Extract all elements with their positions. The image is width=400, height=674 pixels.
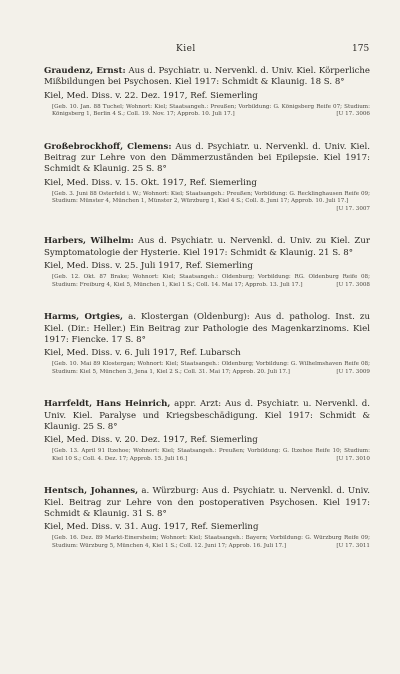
- entry-text: a. Klostergan (Oldenburg): Aus d. patholog. Inst. zu Kiel. (Dir.: Heller.) Ein Beitrag zur Pathologie des Magenkarzinoms. Kiel 1917: Fiencke. 17 S. 8°: [44, 312, 370, 345]
- bio-text: [Geb. 10. Jan. 88 Tuchel; Wohnort: Kiel; Staatsangeh.: Preußen; Vorbildung: G. Königsberg Reife 07; Studium: Königsberg 1, Berlin 4 S.; Coll. 19. Nov. 17; Approb. 10. Juli 17.]: [52, 103, 370, 118]
- author-name: Hentsch, Johannes,: [44, 486, 139, 497]
- thesis-line: Kiel, Med. Diss. v. 20. Dez. 1917, Ref. Siemerling: [44, 435, 258, 446]
- entry: [44, 486, 370, 550]
- author-name: Harbers, Wilhelm:: [44, 236, 134, 247]
- entry: [44, 142, 370, 214]
- entry-citation: [44, 142, 370, 176]
- bio-note: [52, 191, 370, 214]
- shelf-mark: [U 17. 3011: [336, 542, 370, 549]
- entry: [44, 236, 370, 289]
- entry-text: a. Würzburg: Aus d. Psychiatr. u. Nervenkl. d. Univ. Kiel. Beitrag zur Lehre von den postoperativen Psychosen. Kiel 1917: Schmidt & Klaunig. 31 S. 8°: [44, 486, 370, 519]
- bio-note: [52, 104, 370, 119]
- thesis-line: Kiel, Med. Diss. v. 22. Dez. 1917, Ref. Siemerling: [44, 90, 258, 101]
- bio-text: [Geb. 16. Dez. 89 Markt-Einersheim; Wohnort: Kiel; Staatsangeh.: Bayern; Vorbildung: G. Würzburg Reife 09; Studium: Würzburg 5, München 4, Kiel 1 S.; Coll. 12. Juni 17; Approb. 16. Juli 17.]: [52, 535, 370, 549]
- entry: [44, 399, 370, 463]
- entry-text: appr. Arzt: Aus d. Psychiatr. u. Nervenkl. d. Univ. Kiel. Paralyse und Kriegsbeschädigung. Kiel 1917: Schmidt & Klaunig. 25 S. 8°: [44, 399, 371, 432]
- entry-citation: [44, 486, 370, 520]
- author-name: Graudenz, Ernst:: [44, 66, 126, 76]
- entry-text: Aus d. Psychiatr. u. Nervenkl. d. Univ. Kiel. Beitrag zur Lehre von den Dämmerzuständen bei Epilepsie. Kiel 1917: Schmidt & Klaunig. 25 S. 8°: [44, 141, 370, 175]
- entry-citation: [44, 66, 370, 89]
- entry-list: [44, 66, 370, 573]
- entry-citation: [44, 236, 370, 259]
- running-title: Kiel: [176, 44, 196, 54]
- entry-text: Aus d. Psychiatr. u. Nervenkl. d. Univ. Kiel. Körperliche Mißbildungen bei Psychosen. Kiel 1917: Schmidt & Klaunig. 18 S. 8°: [44, 66, 371, 88]
- author-name: Harms, Ortgies,: [44, 312, 124, 323]
- thesis-line: Kiel, Med. Diss. v. 25. Juli 1917, Ref. Siemerling: [44, 261, 253, 272]
- shelf-mark: [U 17. 3008: [336, 281, 370, 288]
- thesis-line: Kiel, Med. Diss. v. 31. Aug. 1917, Ref. Siemerling: [44, 522, 259, 533]
- entry: [44, 312, 370, 376]
- bio-text: [Geb. 13. April 91 Itzehoe; Wohnort: Kiel; Staatsangeh.: Preußen; Vorbildung: G. Itzehoe Reife 10; Studium: Kiel 10 S.; Coll. 4. Dez. 17; Approb. 15. Juli 16.]: [52, 448, 370, 462]
- author-name: Großebrockhoff, Clemens:: [44, 141, 172, 152]
- bio-text: [Geb. 12. Okt. 87 Brake; Wohnort: Kiel; Staatsangeh.: Oldenburg; Vorbildung: RG. Oldenburg Reife 08; Studium: Freiburg 4, Kiel 5, München 1, Kiel 1 S.; Coll. 14. Mai 17; Approb. 13. Juli 17.]: [52, 274, 370, 288]
- bio-text: [Geb. 10. Mai 89 Klostergan; Wohnort: Kiel; Staatsangeh.: Oldenburg; Vorbildung: G. Wilhelmshaven Reife 08; Studium: Kiel 5, München 3, Jena 1, Kiel 2 S.; Coll. 31. Mai 17; Approb. 20. Juli 17.]: [52, 361, 370, 375]
- bio-note: [52, 274, 370, 289]
- bio-note: [52, 361, 370, 376]
- entry-text: Aus d. Psychiatr. u. Nervenkl. d. Univ. zu Kiel. Zur Symptomatologie der Hysterie. Kiel 1917: Schmidt & Klaunig. 21 S. 8°: [44, 236, 371, 258]
- shelf-mark: [U 17. 3009: [336, 368, 370, 375]
- bio-note: [52, 448, 370, 463]
- entry-citation: [44, 312, 370, 346]
- bio-text: [Geb. 3. Juni 88 Osterfeld i. W.; Wohnort: Kiel; Staatsangeh.: Preußen; Vorbildung: G. Recklinghausen Reife 09; Studium: Münster 4, München 1, Münster 2, Würzburg 1, Kiel 4 S.; Coll. 8. Juni 17; Approb. 10. Juli 17.]: [52, 190, 370, 205]
- page-header: [0, 44, 400, 58]
- thesis-line: Kiel, Med. Diss. v. 6. Juli 1917, Ref. Lubarsch: [44, 348, 241, 359]
- bio-note: [52, 535, 370, 550]
- thesis-line: Kiel, Med. Diss. v. 15. Okt. 1917, Ref. Siemerling: [44, 177, 257, 188]
- entry-citation: [44, 399, 370, 433]
- shelf-mark: [U 17. 3010: [336, 455, 370, 462]
- page-number: 175: [352, 44, 370, 54]
- shelf-mark: [U 17. 3007: [336, 205, 370, 212]
- shelf-mark: [U 17. 3006: [336, 111, 370, 118]
- author-name: Harrfeldt, Hans Heinrich,: [44, 399, 171, 410]
- entry: [44, 66, 370, 119]
